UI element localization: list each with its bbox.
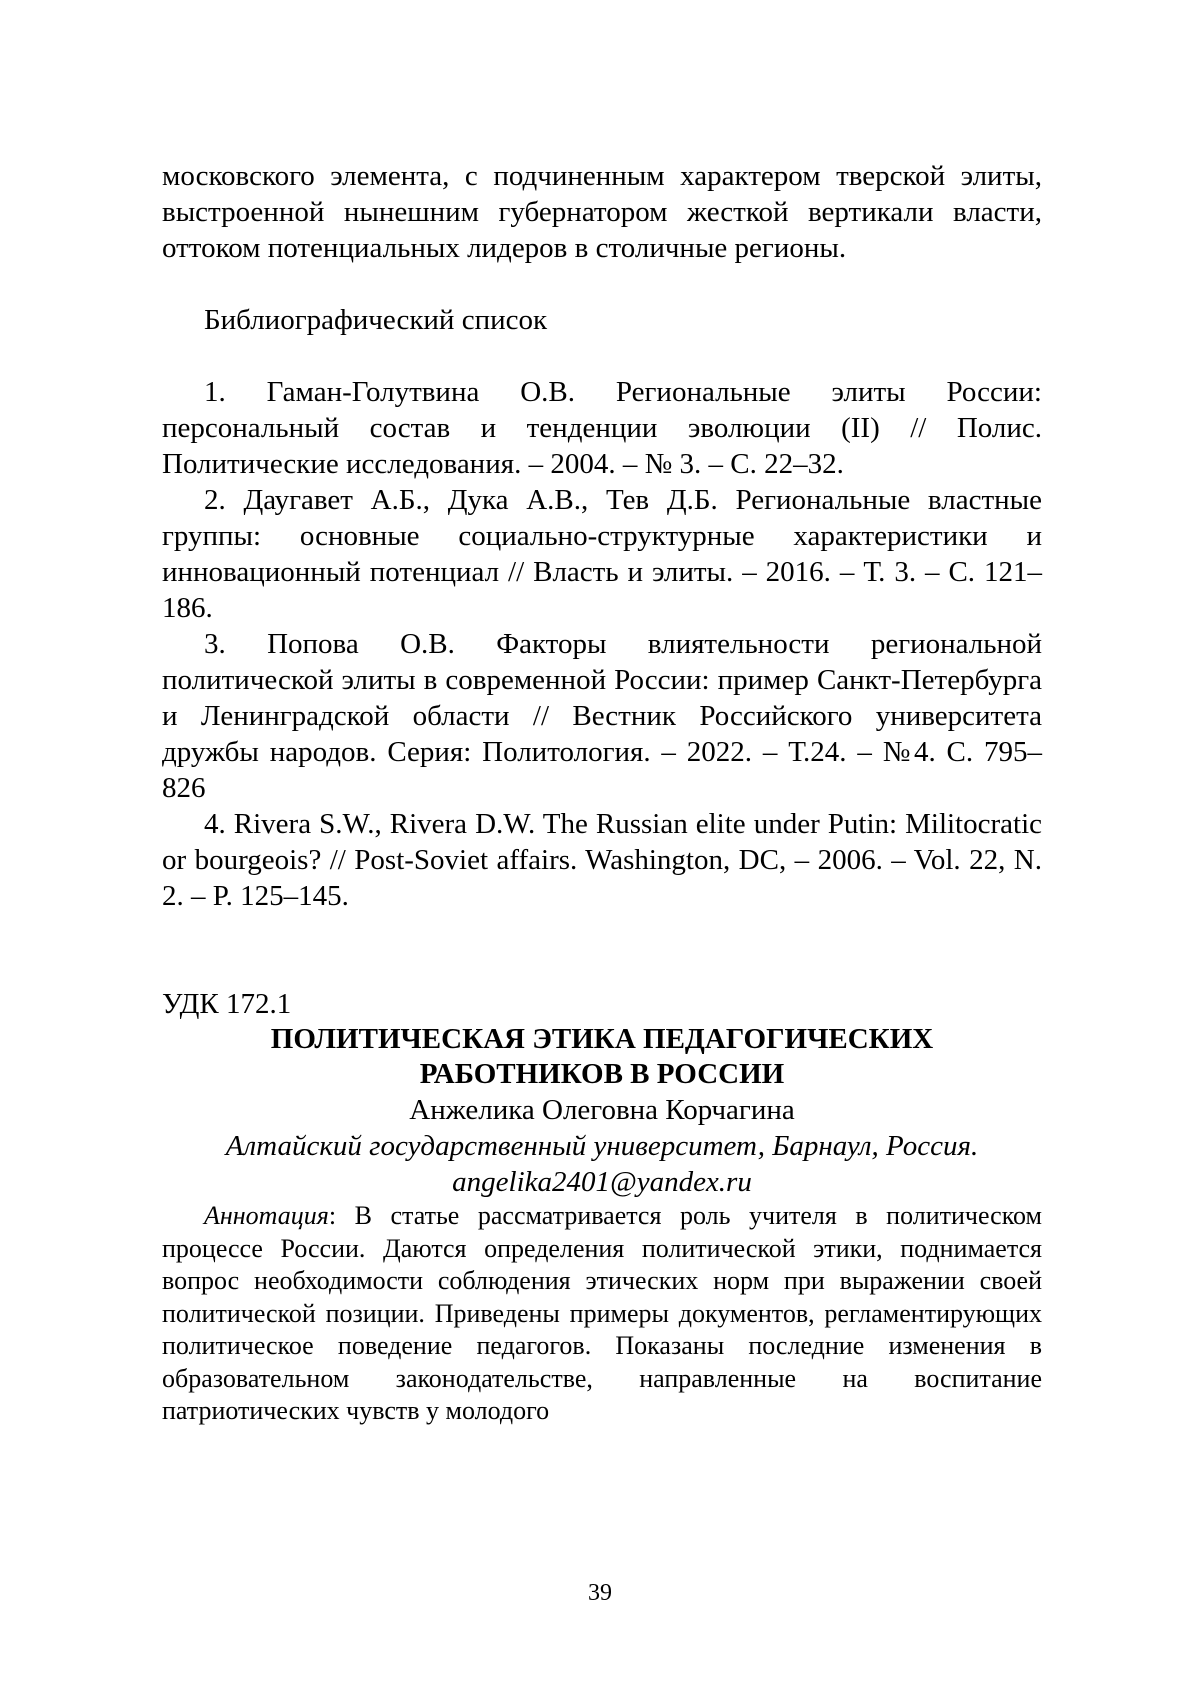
udk-code: УДК 172.1	[162, 988, 292, 1020]
article-title	[162, 1022, 1042, 1092]
page-content	[162, 158, 1042, 1428]
spacer	[162, 914, 1042, 986]
bibliography-list	[162, 374, 1042, 914]
bibliography-item-1: 1. Гаман-Голутвина О.В. Региональные элиты России: персональный состав и тенденции эволюции (II) // Полис. Политические исследования. – 2004. – № 3. – С. 22–32.	[162, 376, 1042, 480]
spacer	[162, 266, 1042, 302]
article-author: Анжелика Олеговна Корчагина	[409, 1094, 795, 1126]
continuation-paragraph: московского элемента, с подчиненным характером тверской элиты, выстроенной нынешним губернатором жесткой вертикали власти, оттоком потенциальных лидеров в столичные регионы.	[162, 160, 1042, 264]
abstract-text: : В статье рассматривается роль учителя в политическом процессе России. Даются определения политической этики, поднимается вопрос необходимости соблюдения этических норм при выражении своей политической позиции. Приведены примеры документов, регламентирующих политическое поведение педагогов. Показаны последние изменения в образовательном законодательстве, направленные на воспитание патриотических чувств у молодого	[162, 1201, 1042, 1425]
article-abstract	[162, 1200, 1042, 1428]
article-title-line-2: РАБОТНИКОВ В РОССИИ	[419, 1058, 785, 1090]
page-number: 39	[588, 1580, 612, 1606]
article-title-line-1: ПОЛИТИЧЕСКАЯ ЭТИКА ПЕДАГОГИЧЕСКИХ	[270, 1023, 934, 1055]
bibliography-item-2: 2. Даугавет А.Б., Дука А.В., Тев Д.Б. Региональные властные группы: основные социально-структурные характеристики и инновационный потенциал // Власть и элиты. – 2016. – Т. 3. – С. 121–186.	[162, 484, 1042, 624]
abstract-label: Аннотация	[204, 1201, 329, 1230]
author-email: angelika2401@yandex.ru	[452, 1166, 752, 1198]
bibliography-item-4: 4. Rivera S.W., Rivera D.W. The Russian elite under Putin: Militocratic or bourgeois? // Post-Soviet affairs. Washington, DC, – 2006. – Vol. 22, N. 2. – P. 125–145.	[162, 808, 1042, 912]
bibliography-item-3: 3. Попова О.В. Факторы влиятельности региональной политической элиты в современной России: пример Санкт-Петербурга и Ленинградской области // Вестник Российского университета дружбы народов. Серия: Политология. – 2022. – Т.24. – №4. С. 795–826	[162, 628, 1042, 804]
author-affiliation: Алтайский государственный университет, Барнаул, Россия.	[225, 1130, 979, 1162]
bibliography-heading: Библиографический список	[204, 304, 548, 336]
spacer	[162, 338, 1042, 374]
